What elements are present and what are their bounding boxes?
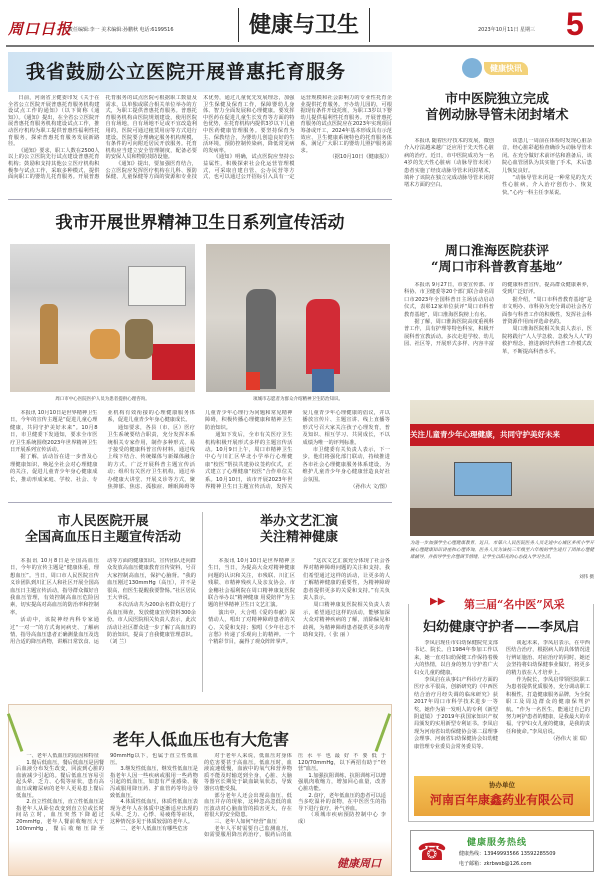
arts-headline [206,514,392,546]
email-address[interactable]: zkrbwsb@126.com [484,861,532,867]
lead-headline: 我省鼓励公立医院开展普惠托育服务 [8,52,392,92]
paragraph: 4.体质性低血压，体质性低血压表现为老年人在体质中逐渐适应出现的头晕、乏力、心悸、易疲倦等症状，这种情况多见于体质较弱的老年人。 [110,799,198,825]
paragraph: 据了解，周口淮海医院高度重视科普工作，具有护理等特色科室，积极开展科普宣教活动。多次走进学校、幼儿园、社区等，开展形式多样、内容丰富的健康科普宣传，提高群众健康素养，受到广泛好评。 [404,282,592,348]
paragraph: 2.食疗，老年低血压的患者可以适当多吃温补的食物，在中医医生的指导下进行食疗，补气养血。 [298,792,386,812]
email-label: 电子邮箱： [459,861,485,867]
doctor-icon [462,58,482,78]
phone-number[interactable]: 13949993566 13592285509 [484,851,556,857]
hotline-email [459,860,531,867]
doctor-headline: 妇幼健康守护者——李凤启 [422,620,579,635]
elderly-headline: 老年人低血压也有大危害 [112,730,289,749]
paragraph: “这次文艺汇演充分体现了社会各界对精神障碍问题的关注和支持。我们希望通过这样的活动，让更多的人了解精神健康的重要性，为精神障碍患者提供更多的关爱和支持。”有关负责人表示。 [303,558,390,602]
hotline-title: 健康服务热线 [467,838,528,848]
mental-health-headline: 我市开展世界精神卫生日系列宣传活动 [55,213,345,233]
paragraph: 本次活动共为200余名群众进行了高血压筛查，发放健康宣传资料300余份。市人民医院相关负责人表示，此次活动让社区群众进一步了解了高血压的防治知识，提高了自我健康管理意识。（刘 兰） [107,602,196,646]
doctor-body [414,640,590,774]
paragraph: 本报讯 随着医疗技术的发展，微创介入疗法越来越广泛应用于先天性心脏病的治疗。近日，市中医院成功为一名4岁的先天性心脏病（动脉导管未闭）患者实施了经皮动脉导管未闭封堵术，填补了该院在独立完成动脉导管未闭封堵术方面的空白。 [404,138,494,189]
paragraph: 二、老年人低血压有哪些危害 [120,825,188,832]
column-divider [202,512,203,692]
headline-line: 周口淮海医院获评 [444,244,549,259]
projection-screen [454,462,512,496]
health-zhoukou-logo: 健康周口 [337,857,381,870]
photo-hospital-consultation [10,244,195,392]
paragraph: 通知下发后，全市有关医疗卫生机构积极开展形式多样的主题宣传活动。10月9日上午，周口市精神卫生中心与川汇区华北小学举行心理健康“校医”帮扶共建协议签约仪式，正式建立了心理健康“校医”合作单位关系。10月10日，该市开展2023年世界精神卫生日主题宣传活动，发挥关爱儿童青少年心理健康的倡议，并以播放宣传片、主题宣讲、线上直播等形式号召大家关注孩子心理发育，普及知识、相互学习、共同成长，不以成绩为唯一的评判标准。 [205,410,390,491]
double-arrow-icon: ▶▶ [430,596,446,607]
paragraph: 周口精神康复医院相关负责人表示，希望通过这样的活动，能够加深大众对精神疾病的了解，消除偏见和歧视，为精神障碍患者提供更多的帮助和支持。（ 张 丽 ） [303,602,390,639]
issue-date: 2023年10月11日 星期三 [478,27,536,33]
paragraph: 本报讯 10月10日是世界精神卫生日，当日，为提高大众对精神健康问题的认识和关注，市残联、川汇区残联、市精神残疾人及亲友协会、市金穗社会福利院在周口精神康复医院联合举办以“精神健康 用爱陪伴”为主题的世界精神卫生日文艺汇演。 [208,558,295,609]
paragraph: 1.加强抗阻训练，抗阻训练可以增强肌肉收缩力，增加回心血量，改善心脏功能。 [298,772,386,792]
photo-caption: 为进一步加强学生心理健康教育，近日，市第六人民医院医务人员走进中心城区多所小学开展心理健康知识讲座和心理咨询。医务人员为该校三年级至六年级的学生进行了团体心理健康辅导，并指导学生合理调节情绪，让学生以阳光的心态投入学习生活。 [410,541,594,560]
hypertension-headline [8,514,198,546]
arts-body [208,558,390,692]
paragraph: 通知要求，各县（市、区）医疗卫生系统要结合职责，充分发挥本系统相关专家作用，制作多种形式、易于接受的健康科普宣传材料，通过线上线下结合、传统媒体与新媒体融合的方式，广泛开展科普主题宣传活动；组织有关医疗卫生机构，通过举办健康大讲堂、开展义诊等方式，聚焦抑郁、焦虑、孤独症、睡眠障碍等儿童青少年心理行为问题和常见精神障碍，积极传播心理健康和精神卫生防治知识。 [107,410,293,491]
paragraph: 部分老年人还会出现高血压、低血压并存的现象，这种忽高忽低的血压波动对心脑血管的损害更大，存在着很大的安全隐患。 [204,792,292,819]
headline-line: 全国高血压日主题宣传活动 [24,530,181,545]
badge-label: 健康快讯 [484,62,528,75]
headline-line: 首例动脉导管未闭封堵术 [425,108,569,123]
divider [8,199,392,200]
paragraph: 本报讯 9月27日，市委宣传部、市科协、市卫健委等20个部门联合命名周口市2023年全国科普日主场活动启动仪式，表彰12家单位获评“周口市科普教育基地”，周口淮海医院榜上有名。 [404,282,494,318]
paragraph: 《通知》提出，要加强医育结合，公立医院应发挥医疗机构在儿科、预防保健、儿童保健等方面的资源和专业技术优势，通过儿童优先发展理念，加强卫生保健及保育工作，保障婴幼儿身体、智力全面发展和心理健康。要发挥中医药在促进儿童生长发育等方面的特色优势，在托育机构内提供3岁以下儿童中医药健康管理服务。要坚持保育为主、保教结合，为婴幼儿创造良好的生活环境，预防控制传染病，降低常见病的发病率。 [105,95,295,181]
paragraph: 演出中，大合唱《爱的奉献》深情动人，唱出了对精神障碍患者的关心、关爱和支持；独唱《少年壮志不言愁》传递了乐观向上的精神。一个个精彩节目，赢得了观众阵阵掌声。 [208,609,295,646]
paragraph: （孙伟大 文/图） [350,484,390,491]
photo-credit: 刘伟 摄 [579,575,594,580]
huaihai-body [404,282,592,396]
paragraph: 活动中，该院神经内科专家通过“一对一”的方式询问病史、了解病情，指导高血压患者正确测量血压及选用合适的降压药物，讲解日常饮食、运动等方面的健康知识。宣传团队还向群众发放高血压健康教育宣传资料，号召大家控制高血压，保护心脑肾。“我的血压刚过130mmHg（高压），并不是很高，但医生提醒我要警惕。”社区居民王大爷说。 [10,558,196,646]
hypertension-body [10,558,196,692]
elderly-hypotension-box [8,704,392,876]
photo-caption: 项城市志愿者为群众介绍精神卫生防治知识。 [253,397,343,402]
headline-line: 举办文艺汇演 [259,514,338,529]
lead-article-body [8,95,392,197]
paragraph: （孙伟大 崔 瑞） [550,736,590,743]
paragraph: 《通知》明确，试点医院应坚持公益属性，积极探索社会化运营管理模式，可采取自建自管、公办民营等方式，也可以通过公开招标引入具有一定运营规模和社会影响力的专业性托育企业提供托育服务。开办幼儿园的，可根据现有条件开设托班，为职工3岁以下婴幼儿提供福利性托育服务。开展普惠托育服务的试点医院应在2023年实现项目筹备或开工，2024年基本形成具有示范效应、卫生健康系统特色的托育服务体系，满足广大职工的婴幼儿照护服务需求。 [203,95,392,181]
headline-line: 市中医院独立完成 [444,92,549,107]
artery-headline [400,92,594,124]
photo-volunteer-street [206,244,390,392]
section-title: 健康与卫生 [238,8,370,42]
paragraph: 《通知》要求，职工人数在2500人以上的公立医院先行试点建设普惠托育机构；鼓励和支持其他公立医疗机构积极参与试点工作，采取多种模式，提供面向职工的婴幼儿托育服务。开展普惠托育服务的试点医院可根据职工数量及需求，以单独或联合相关单位举办的方式，为职工提供普惠托育服务。普惠托育服务机构由医院规划建设，使用医院自有场地，自有场地不足或不宜改造利用的，医院可通过租赁用房等方式进行建设。医院要合理确定服务机构规模，有条件的可向附近居民开放服务。托育机构应当建立安全管理制度，配备必要的安保人员和物防技防设施。 [8,95,197,181]
newspaper-logo: 周口日报 [8,20,73,38]
paragraph: 三、老年人如何“经营”血压 [214,818,277,825]
paragraph: 1.餐后低血压，餐后低血压是因餐后血液分布发生改变，回流到心脏的血液减少引起的。餐后低血压容易引起头晕、乏力、心慌等症状，患有高血压或糖尿病的老年人更易患上餐后低血压。 [16,759,104,799]
elderly-body [16,753,386,857]
sponsor-label: 协办单位 [489,781,515,789]
paragraph: 谈起未来，李凤启表示，在中西医结合治疗，根据病人的具体情况进行辨证施治、对症治疗的同时，她还会坚持将妇幼保健事业做好，将更多的精力放在人才培养上。 [506,640,590,676]
paragraph: 据了解，活动旨在进一步普及心理健康知识，唤起全社会对心理健康的关注，促进儿童青少年身心健康成长，推动形成家庭、学校、社会、专业机构有效衔接的心理健康服务体系，促进儿童青少年身心健康成长。 [10,410,195,483]
photo-school-lecture [410,400,594,536]
paragraph: 对于老年人来说，低血压对身体的危害要甚于高血压。低血压时，血液流速缓慢，血液中的氧气和营养物质不能及时输送到全身，心脏、大脑等器官长期处于缺血缺氧状态，导致器官功能受损。 [204,753,292,792]
paragraph: 3.继发性低血压，继发性低血压是指老年人因一些疾病或服用一些药物引起的低血压，如患有严重感染、腹泻或服用降压药、扩血管药等均会导致低血压。 [110,766,198,799]
photo-caption: 周口市中心医院医护人员为患者提供心理咨询。 [55,397,150,402]
paragraph: 据介绍，“周口市科普教育基地”是市文明办、市科协为充分调动社会各方面参与科普工作的积极性，发挥社会科普资源作用而评选命名的。 [502,296,592,326]
paragraph: 老年人平时需要自己监测血压，如需要服用降压药治疗，服药后的血压水平也最好不要低于120/70mmHg，以下两招有助于“经营”血压。 [204,753,386,839]
source-note: （据10月10日《健康报》） [329,154,392,161]
paragraph: 本报讯 10月10日是世界精神卫生日，今年的宣传主题是“促进儿童心理健康，共同守护美好未来”。10月8日，市卫健委下发通知，要求全市医疗卫生系统围绕2023年世界精神卫生日开展系列宣传活动。 [10,410,98,454]
editors-line: 责任编辑:李一 美术编辑:孙鹏秋 电话:6199516 [68,27,174,33]
paragraph: 周口淮海医院相关负责人表示，医院将践行“人人学急救、急救为人人”的救护理念，推进新时代科普工作模式改革，不断提高科普水平。 [502,326,592,355]
paragraph: 市卫健委有关负责人表示，下一步，他们将强化部门联动，持续推进各市社会心理健康服务体系建设，为维护儿童青少年身心健康营造良好社会氛围。 [302,447,390,483]
paragraph: 李凤启在从事妇产科诊疗方面的医疗水平很高，创新研究的《中西医结合治疗月经失调的临床研究》获2017年周口市科学技术进步一等奖。她作为第一发明人的专利《新型阴道镜》于2019年获国家知识产权局颁发的实用新型专利证书。李凤启现为河南省妇幼保健协会第二届理事会理事、河南省妇幼保健协会妇幼健康管理专业委员会常务委员等。 [414,677,498,750]
page-number: 5 [566,6,584,42]
mental-health-body [10,410,390,496]
divider [8,502,392,503]
sponsor-company: 河南百年康鑫药业有限公司 [429,793,574,807]
paragraph: 2.直立性低血压，直立性低血压是指老年人从卧位改变到直立位或长时间站立时，血压突然下降超过20mmHg，老年人餐前收缩压大于100mmHg，餐后收缩压降至90mmHg以下，也属于直立性低血压。 [16,753,198,832]
series-title: 第三届“名中医”风采 [464,598,565,611]
sponsor-box [414,776,590,816]
paragraph: 该患儿一周前在体检时发现心脏杂音，经心脏彩超检查确诊为动脉导管未闭。在充分做好术前评估和准备后，该院心血管团队为其实施了手术，术后患儿恢复良好。 [502,138,592,174]
headline-line: “周口市科普教育基地” [431,260,563,275]
paragraph: 本报讯 10月8日是全国高血压日，今年的宣传主题是“健康体重，理想血压”。当日，周口市人民医院宣传义诊团队到川汇区人和社区开展全国高血压日主题宣传活动，指导群众做好自我血压管理，有效控制高血压危险因素，切实提高对高血压的防治率和控制率。 [10,558,99,616]
headline-line: 市人民医院开展 [57,514,149,529]
lecture-banner: 关注儿童青少年心理健康，共同守护美好未来 [410,424,594,446]
paragraph: 日前，河南省卫健委印发《关于在全省公立医院开展普惠托育服务机构建设试点工作的通知》（以下简称《通知》）。《通知》提出，在全省公立医院开展普惠托育服务机构建设试点工作，推动医疗机构为职工提供普惠性福利性托育服务，探索普惠托育服务发展新路径。 [8,95,100,148]
paragraph: 作为院长，李凤启带领医院职工为患者提供优质服务，充分调动职工积极性，打造健康服务品牌，为全院职工及周边群众的健康保驾护航。“作为一名医生，能通过自己的努力呵护患者的健康，是我最大的幸福，守护妇女儿童的健康，是我的责任和使命。”李凤启说。 [506,677,590,735]
paragraph: “动脉导管未闭是一种常见的先天性心脏病，介入治疗创伤小、恢复快。”心内一科主任李某说。 [502,175,592,196]
author-credit: （项城市疾病预防控制中心 李 成） [298,812,386,825]
phone-label: 健康热线： [459,851,485,857]
huaihai-headline [400,244,594,276]
hotline-box [410,830,594,872]
paragraph: 李凤启现任市妇幼保健院党支部书记、院长。自1984年参加工作以来，她一直对妇幼保健工作保持着极大的热情，以自身的努力守护着广大妇女儿童的健康。 [414,640,498,676]
masthead-divider [6,45,594,47]
paragraph: 一、老年人低血压的原因和特征 [26,753,100,759]
hotline-phone [459,850,556,857]
health-news-badge [462,58,544,80]
telephone-icon: ☎ [417,838,447,866]
artery-body [404,138,592,234]
headline-line: 关注精神健康 [259,530,338,545]
